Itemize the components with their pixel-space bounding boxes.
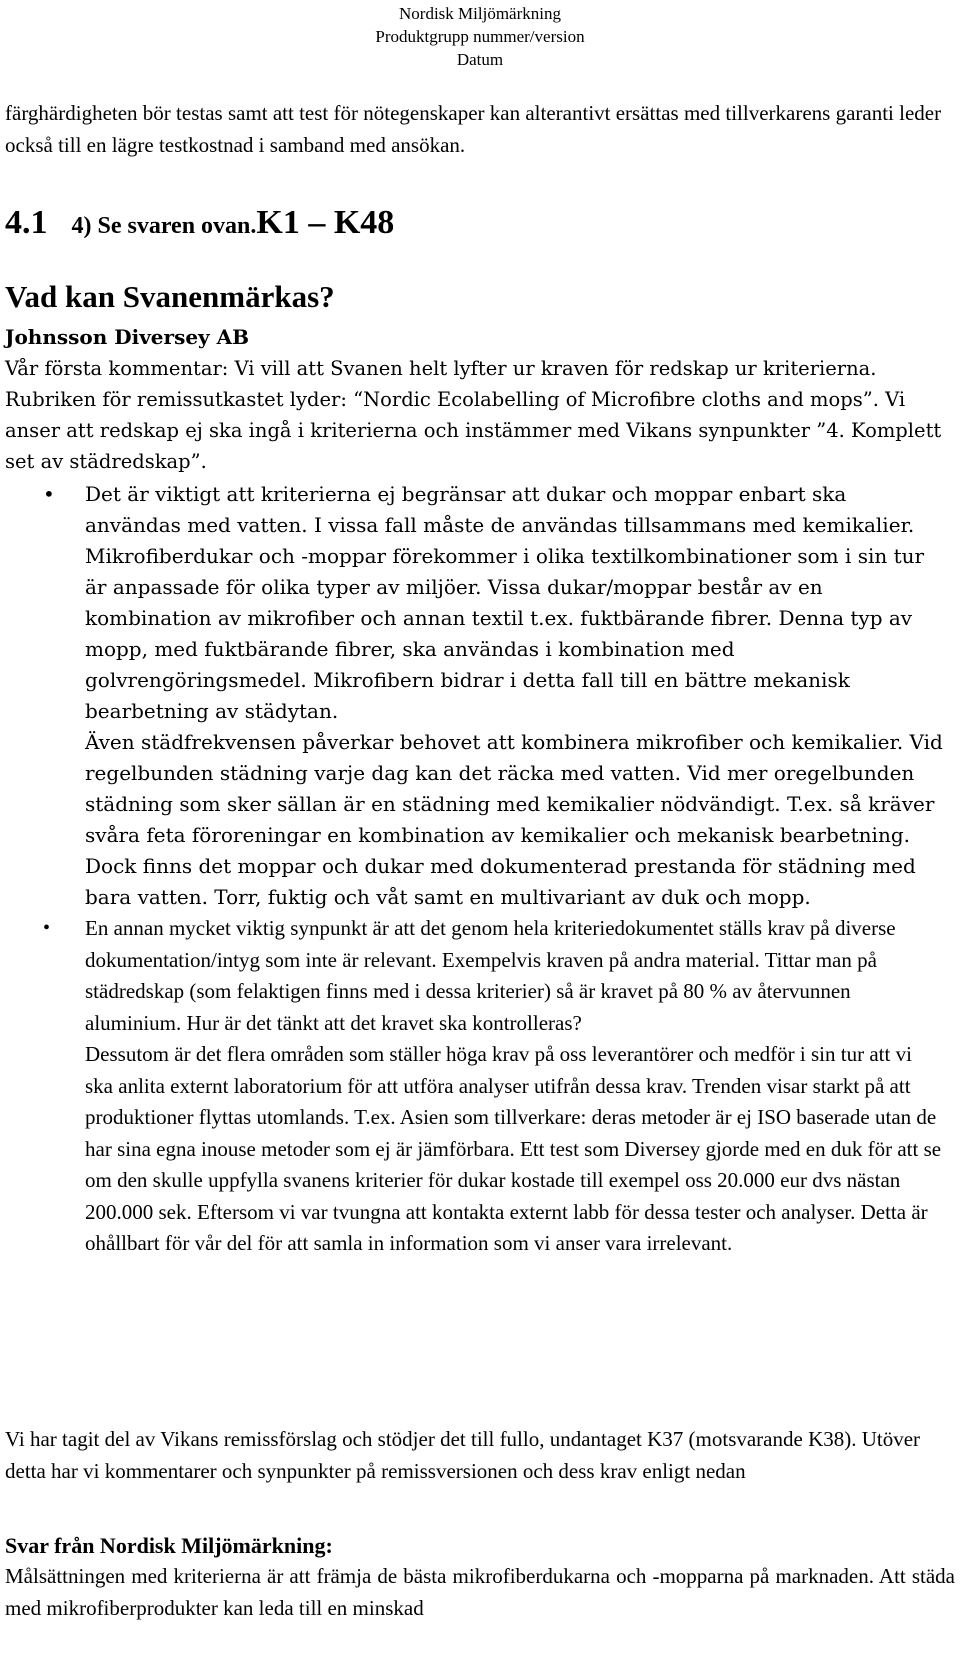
main-heading: Vad kan Svanenmärkas?: [5, 279, 335, 314]
commenter-name: Johnsson Diversey AB: [5, 325, 250, 349]
reply-heading: Svar från Nordisk Miljömärkning:: [5, 1533, 333, 1558]
section-4-1-heading: [5, 203, 394, 246]
section-number: 4.1: [5, 204, 48, 241]
closing-paragraph: Vi har tagit del av Vikans remissförslag och stödjer det till fullo, undantaget K37 (motsvarande K38). Utöver detta har vi kommentarer och synpunkter på remissversionen och dess krav enligt nedan: [5, 1427, 921, 1483]
bullet-icon: •: [43, 917, 51, 939]
bullet-paragraph: Dessutom är det flera områden som ställer höga krav på oss leverantörer och medför i sin tur att vi ska anlita externt laboratorium för att utföra analyser utifrån dessa krav. Trenden visar starkt på att produktioner flyttas utomlands. T.ex. Asien som tillverkare: deras metoder är ej ISO baserade utan de har sina egna inouse metoder som ej är jämförbara. Ett test som Diversey gjorde med en duk för att se om den skulle uppfylla svanens kriterier för dukar kostade till exempel oss 20.000 eur dvs nästan 200.000 sek. Eftersom vi var tvungna att kontakta externt labb för dessa tester och analyser. Detta är ohållbart för vår del för att samla in information som vi anser vara irrelevant.: [85, 1042, 942, 1255]
bullet-paragraph: Även städfrekvensen påverkar behovet att kombinera mikrofiber och kemikalier. Vid regelbunden städning varje dag kan det räcka med vatten. Vid mer oregelbunden städning som sker sällan är en städning med kemikalier nödvändigt. T.ex. så kräver svåra feta föroreningar en kombination av kemikalier och mekanisk bearbetning. Dock finns det moppar och dukar med dokumenterad prestanda för städning med bara vatten. Torr, fuktig och våt samt en multivariant av duk och mopp.: [85, 730, 943, 909]
commenter-intro: Vår första kommentar: Vi vill att Svanen helt lyfter ur kraven för redskap ur kriterierna. Rubriken för remissutkastet lyder: “Nordic Ecolabelling of Microfibre cloths and mops”. Vi anser att redskap ej ska ingå i kriterierna och instämmer med Vikans synpunkter ”4. Komplett set av städredskap”.: [5, 357, 942, 473]
bullet-icon: •: [43, 482, 55, 506]
page-header: [0, 0, 960, 71]
header-date: Datum: [456, 50, 504, 69]
header-product-group: Produktgrupp nummer/version: [375, 27, 585, 46]
commenter-block: [5, 322, 945, 477]
reply-text: Målsättningen med kriterierna är att främja de bästa mikrofiberdukarna och -mopparna på marknaden. Att städa med mikrofiberprodukter kan leda till en minskad: [5, 1564, 955, 1620]
section-range: K1 – K48: [256, 204, 395, 241]
header-org: Nordisk Miljömärkning: [399, 4, 561, 23]
bullet-paragraph: En annan mycket viktig synpunkt är att det genom hela kriteriedokumentet ställs krav på diverse dokumentation/intyg som inte är relevant. Exempelvis kraven på andra material. Tittar man på städredskap (som felaktigen finns med i dessa kriterier) så är kravet på 80 % av återvunnen aluminium. Hur är det tänkt att det kravet ska kontrolleras?: [85, 916, 896, 1035]
intro-paragraph: färghärdigheten bör testas samt att test för nötegenskaper kan alterantivt ersättas med tillverkarens garanti leder också till en lägre testkostnad i samband med ansökan.: [5, 101, 942, 157]
list-item: [5, 479, 945, 913]
list-item: [5, 913, 945, 1260]
section-text: 4) Se svaren ovan.: [71, 213, 257, 239]
bullet-paragraph: Det är viktigt att kriterierna ej begränsar att dukar och moppar enbart ska användas med vatten. I vissa fall måste de användas tillsammans med kemikalier. Mikrofiberdukar och -moppar förekommer i olika textilkombinationer som i sin tur är anpassade för olika typer av miljöer. Vissa dukar/moppar består av en kombination av mikrofiber och annan textil t.ex. fuktbärande fibrer. Denna typ av mopp, med fuktbärande fibrer, ska användas i kombination med golvrengöringsmedel. Mikrofibern bidrar i detta fall till en bättre mekanisk bearbetning av städytan.: [85, 482, 925, 723]
bullet-list: [5, 479, 945, 1260]
